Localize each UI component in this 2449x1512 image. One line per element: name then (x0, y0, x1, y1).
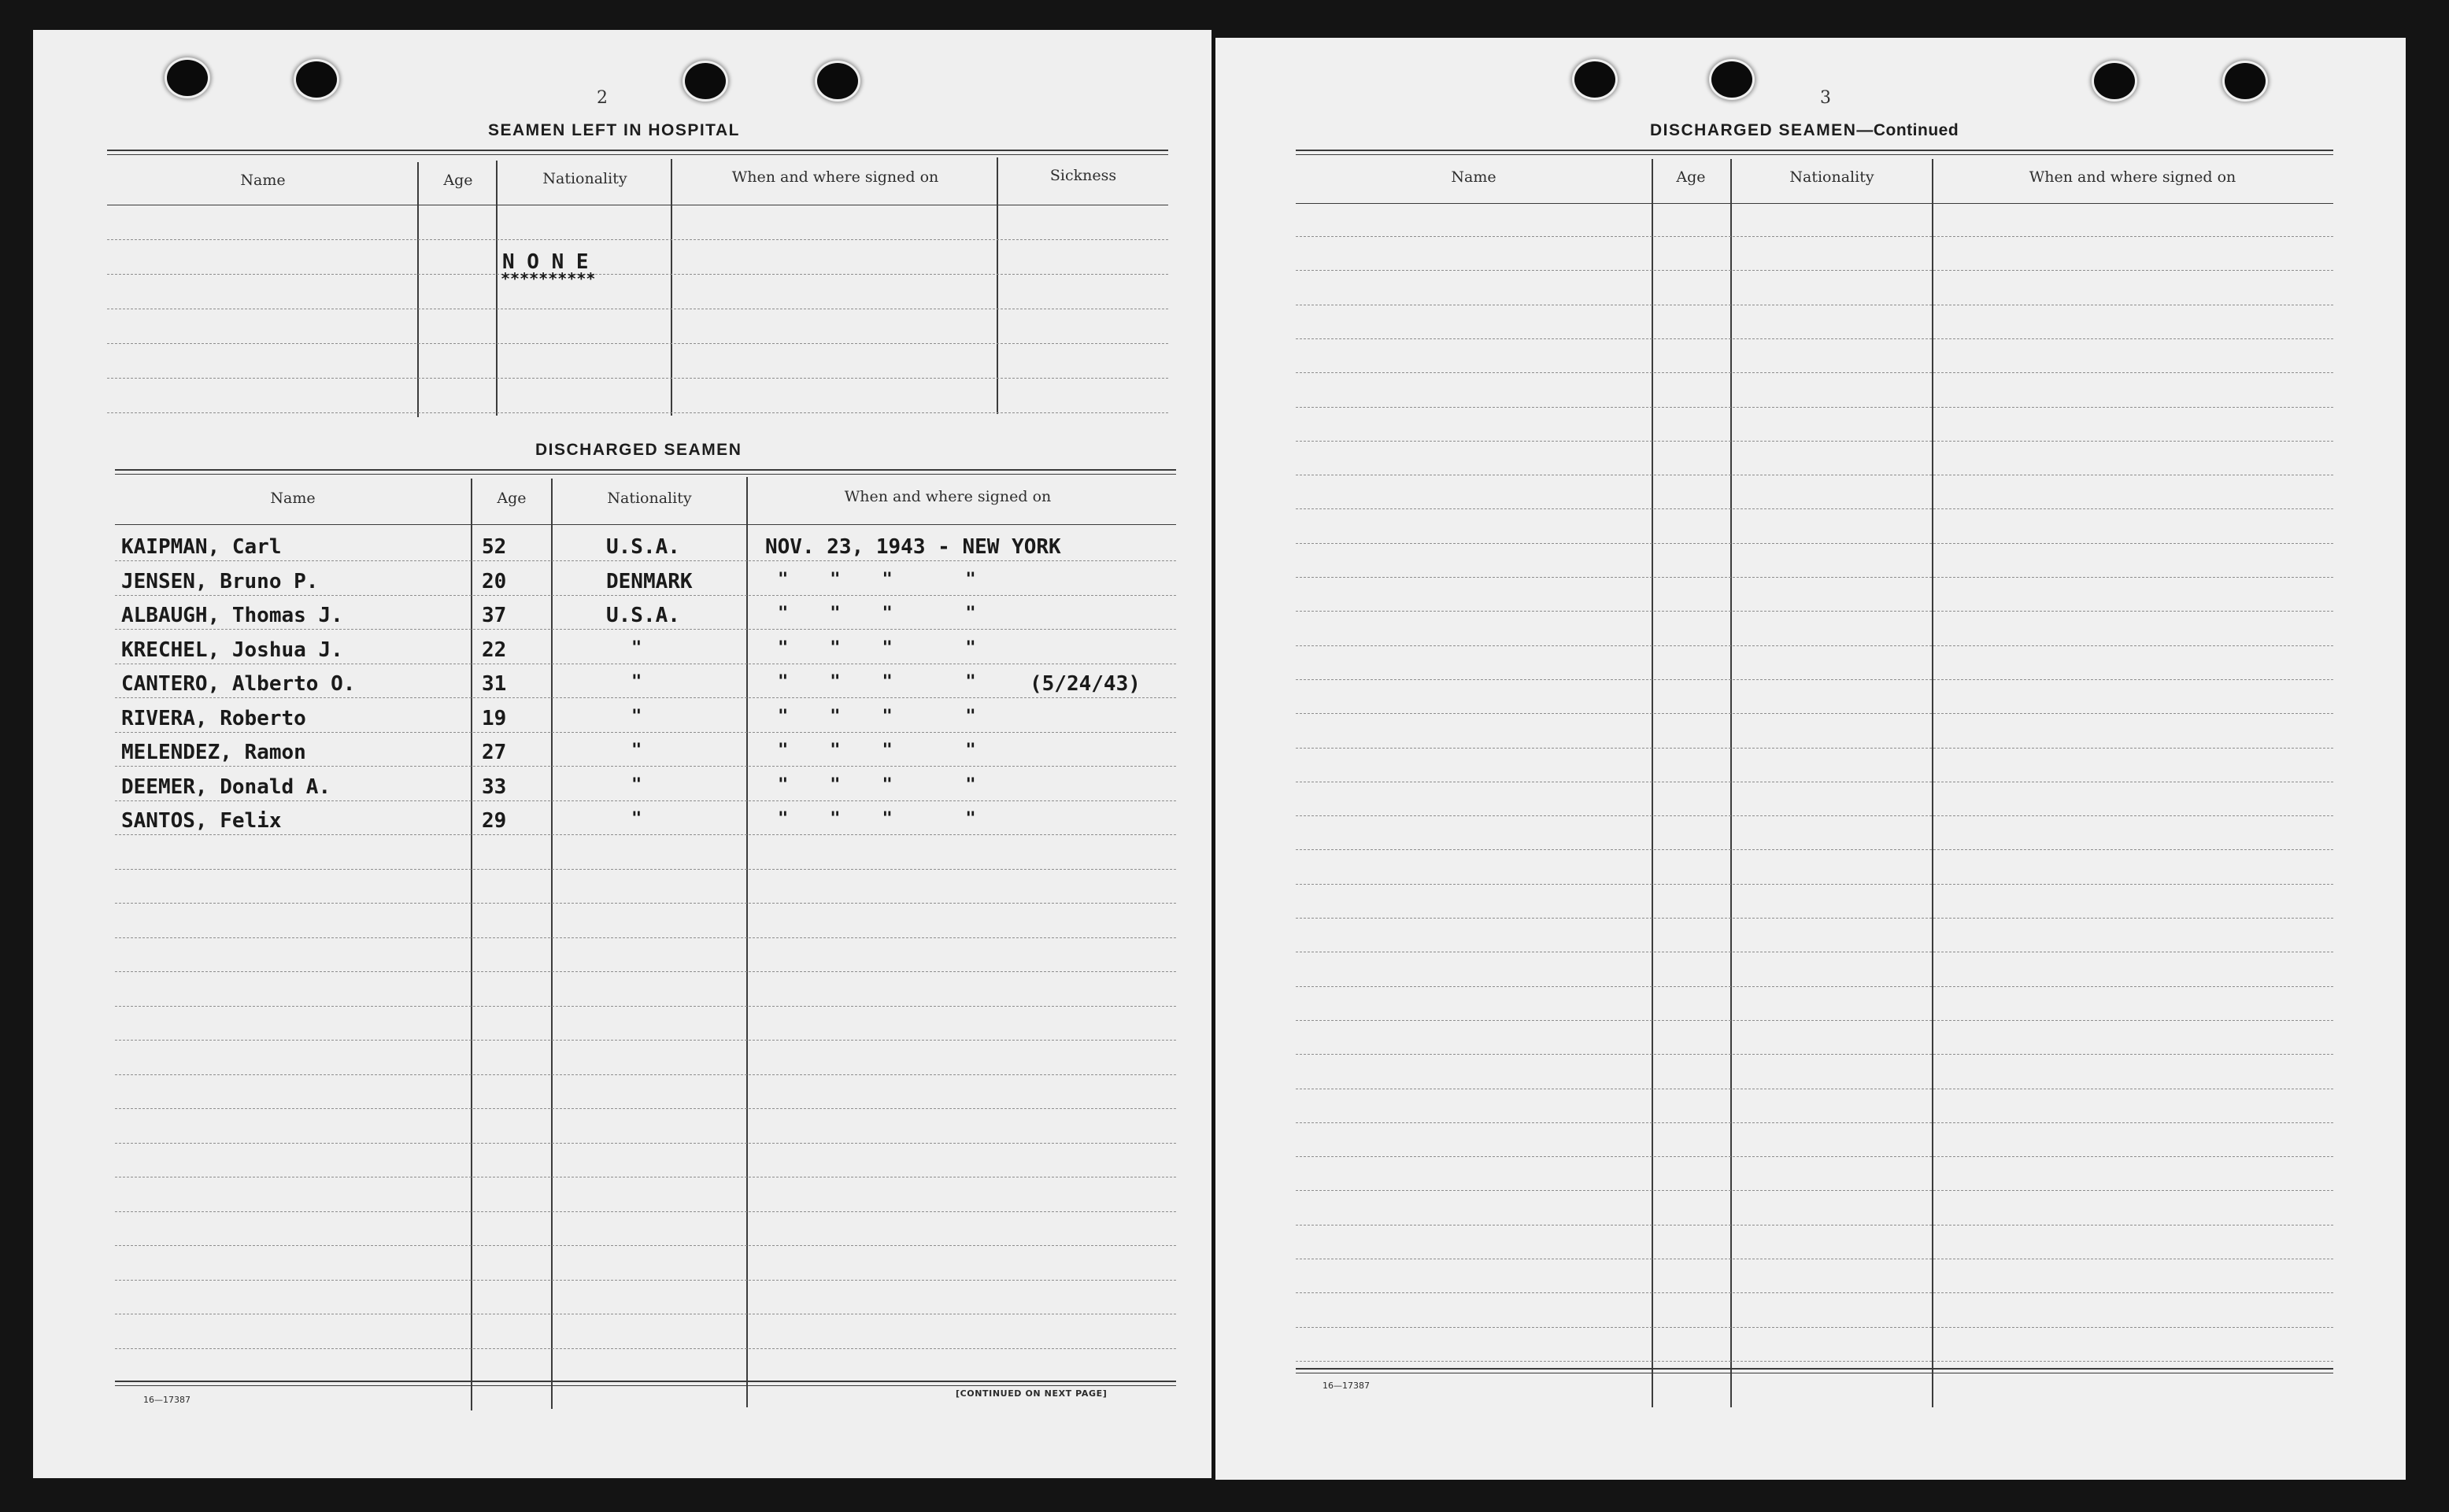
discharged-bottom-rule (115, 1381, 1176, 1382)
discharged-top-rule (115, 469, 1176, 471)
continued-row-line (1296, 1054, 2333, 1055)
seaman-age: 37 (482, 604, 507, 627)
continued-row-line (1296, 407, 2333, 408)
seaman-age: 33 (482, 774, 507, 799)
punch-hole (2094, 63, 2135, 99)
seaman-signed-on: " " " " (778, 638, 976, 658)
form-number: 16—17387 (1323, 1381, 1370, 1391)
seaman-signed-on: " " " " (778, 774, 976, 795)
punch-hole (1574, 61, 1615, 98)
discharged-row-line (115, 971, 1176, 972)
continued-row-line (1296, 849, 2333, 850)
hospital-section-title: SEAMEN LEFT IN HOSPITAL (488, 121, 740, 139)
discharged-row-line (115, 869, 1176, 870)
seaman-nationality: U.S.A. (606, 535, 680, 559)
continued-row-line (1296, 236, 2333, 237)
discharged-row-line (115, 766, 1176, 767)
punch-hole (1711, 61, 1752, 98)
continued-row-line (1296, 1122, 2333, 1123)
seaman-name: KRECHEL, Joshua J. (121, 638, 343, 662)
discharged-row-line (115, 732, 1176, 733)
discharged-row-line (115, 937, 1176, 938)
continued-row-line (1296, 1327, 2333, 1328)
continued-row-line (1296, 611, 2333, 612)
discharged-row-line (115, 1211, 1176, 1212)
seaman-name: ALBAUGH, Thomas J. (121, 604, 343, 627)
seaman-name: SANTOS, Felix (121, 809, 282, 833)
continued-row-line (1296, 815, 2333, 816)
punch-hole (167, 60, 208, 96)
hospital-row-line (107, 412, 1168, 413)
continued-row-line (1296, 1156, 2333, 1157)
seaman-age: 22 (482, 638, 507, 662)
hospital-none-underline: ********** (501, 269, 596, 288)
discharged-row-line (115, 1143, 1176, 1144)
hospital-row-line (107, 239, 1168, 240)
continued-row-line (1296, 270, 2333, 271)
hospital-col-divider (417, 162, 419, 417)
page-number: 2 (597, 88, 608, 108)
discharged-col-divider (746, 477, 748, 1407)
continued-row-line (1296, 1292, 2333, 1293)
discharged-continued-title-main: DISCHARGED SEAMEN (1650, 121, 1857, 139)
punch-hole (685, 63, 726, 99)
continued-row-line (1296, 338, 2333, 339)
continued-row-line (1296, 748, 2333, 749)
seaman-nationality: DENMARK (606, 569, 693, 593)
discharged-col-divider (471, 479, 472, 1410)
discharged-col-divider (551, 479, 553, 1409)
seaman-age: 52 (482, 535, 507, 559)
continued-bottom-rule (1296, 1368, 2333, 1370)
punch-hole (296, 61, 337, 98)
continued-row-line (1296, 986, 2333, 987)
discharged-row-line (115, 629, 1176, 630)
hospital-col-nationality: Nationality (542, 170, 627, 187)
punch-hole (2225, 63, 2266, 99)
discharged-row-line (115, 1245, 1176, 1246)
punch-hole (817, 63, 858, 99)
continued-top-rule-2 (1296, 154, 2333, 155)
discharged-col-nationality: Nationality (607, 490, 692, 507)
hospital-row-line (107, 378, 1168, 379)
seaman-age: 19 (482, 706, 507, 730)
seaman-name: CANTERO, Alberto O. (121, 672, 356, 696)
discharged-bottom-rule-2 (115, 1385, 1176, 1386)
discharged-continued-suffix: —Continued (1856, 121, 1959, 139)
continued-row-line (1296, 1020, 2333, 1021)
continued-col-divider (1730, 159, 1732, 1407)
discharged-col-signed-on: When and where signed on (844, 488, 1052, 505)
continued-row-line (1296, 713, 2333, 714)
continued-row-line (1296, 543, 2333, 544)
continued-row-line (1296, 679, 2333, 680)
continued-row-line (1296, 884, 2333, 885)
seaman-name: RIVERA, Roberto (121, 706, 306, 730)
discharged-col-age: Age (497, 490, 527, 507)
discharged-row-line (115, 1040, 1176, 1041)
continued-note: [CONTINUED ON NEXT PAGE] (956, 1388, 1108, 1399)
right-page (1215, 38, 2406, 1480)
hospital-col-divider (997, 157, 998, 414)
continued-row-line (1296, 577, 2333, 578)
continued-col-nationality: Nationality (1789, 168, 1874, 186)
discharged-row-line (115, 1074, 1176, 1075)
seaman-signed-on: " " " " (778, 706, 976, 726)
seaman-nationality: U.S.A. (606, 604, 680, 627)
hospital-row-line (107, 274, 1168, 275)
hospital-row-line (107, 343, 1168, 344)
discharged-row-line (115, 560, 1176, 561)
continued-row-line (1296, 508, 2333, 509)
continued-row-line (1296, 918, 2333, 919)
continued-col-age: Age (1676, 168, 1706, 186)
seaman-signed-on: " " " " (778, 809, 976, 829)
seaman-signed-on: " " " " (778, 604, 976, 623)
discharged-row-line (115, 595, 1176, 596)
seaman-nationality: " (631, 706, 642, 726)
seaman-nationality: " (631, 672, 642, 692)
hospital-top-rule-2 (107, 154, 1168, 155)
continued-col-signed-on: When and where signed on (2029, 168, 2236, 186)
seaman-nationality: " (631, 774, 642, 795)
continued-row-line (1296, 645, 2333, 646)
continued-header-rule (1296, 203, 2333, 204)
discharged-row-line (115, 697, 1176, 698)
seaman-nationality: " (631, 741, 642, 760)
continued-col-name: Name (1451, 168, 1496, 186)
continued-row-line (1296, 441, 2333, 442)
seaman-name: MELENDEZ, Ramon (121, 741, 306, 764)
discharged-row-line (115, 903, 1176, 904)
hospital-col-name: Name (240, 172, 286, 189)
seaman-age: 20 (482, 569, 507, 593)
page-number: 3 (1820, 88, 1831, 108)
discharged-row-line (115, 1348, 1176, 1349)
seaman-signed-on: " " " " (778, 569, 976, 590)
seaman-nationality: " (631, 809, 642, 829)
hospital-top-rule (107, 150, 1168, 151)
discharged-row-line (115, 1006, 1176, 1007)
seaman-name: KAIPMAN, Carl (121, 535, 282, 559)
left-page (33, 30, 1212, 1478)
discharged-section-title: DISCHARGED SEAMEN (535, 441, 742, 459)
continued-col-divider (1652, 159, 1653, 1407)
discharged-top-rule-2 (115, 474, 1176, 475)
seaman-age: 27 (482, 741, 507, 764)
continued-row-line (1296, 372, 2333, 373)
discharged-col-name: Name (270, 490, 316, 507)
discharged-row-line (115, 1280, 1176, 1281)
seaman-signed-on: " " " " (778, 672, 976, 692)
seaman-note: (5/24/43) (1030, 672, 1141, 696)
seaman-name: DEEMER, Donald A. (121, 774, 331, 799)
continued-top-rule (1296, 150, 2333, 151)
discharged-continued-title (1650, 121, 1959, 140)
discharged-row-line (115, 834, 1176, 835)
form-number: 16—17387 (143, 1395, 191, 1405)
seaman-age: 31 (482, 672, 507, 696)
hospital-col-age: Age (443, 172, 473, 189)
seaman-signed-on: NOV. 23, 1943 - NEW YORK (765, 535, 1061, 559)
seaman-name: JENSEN, Bruno P. (121, 569, 319, 593)
hospital-col-sickness: Sickness (1049, 167, 1117, 184)
hospital-col-signed-on: When and where signed on (731, 168, 939, 186)
discharged-header-rule (115, 524, 1176, 525)
hospital-none-entry: N O N E (502, 250, 589, 274)
seaman-signed-on: " " " " (778, 741, 976, 760)
discharged-row-line (115, 1108, 1176, 1109)
continued-col-divider (1932, 159, 1933, 1407)
seaman-age: 29 (482, 809, 507, 833)
discharged-row-line (115, 800, 1176, 801)
continued-row-line (1296, 1190, 2333, 1191)
seaman-nationality: " (631, 638, 642, 658)
continued-row-line (1296, 1361, 2333, 1362)
